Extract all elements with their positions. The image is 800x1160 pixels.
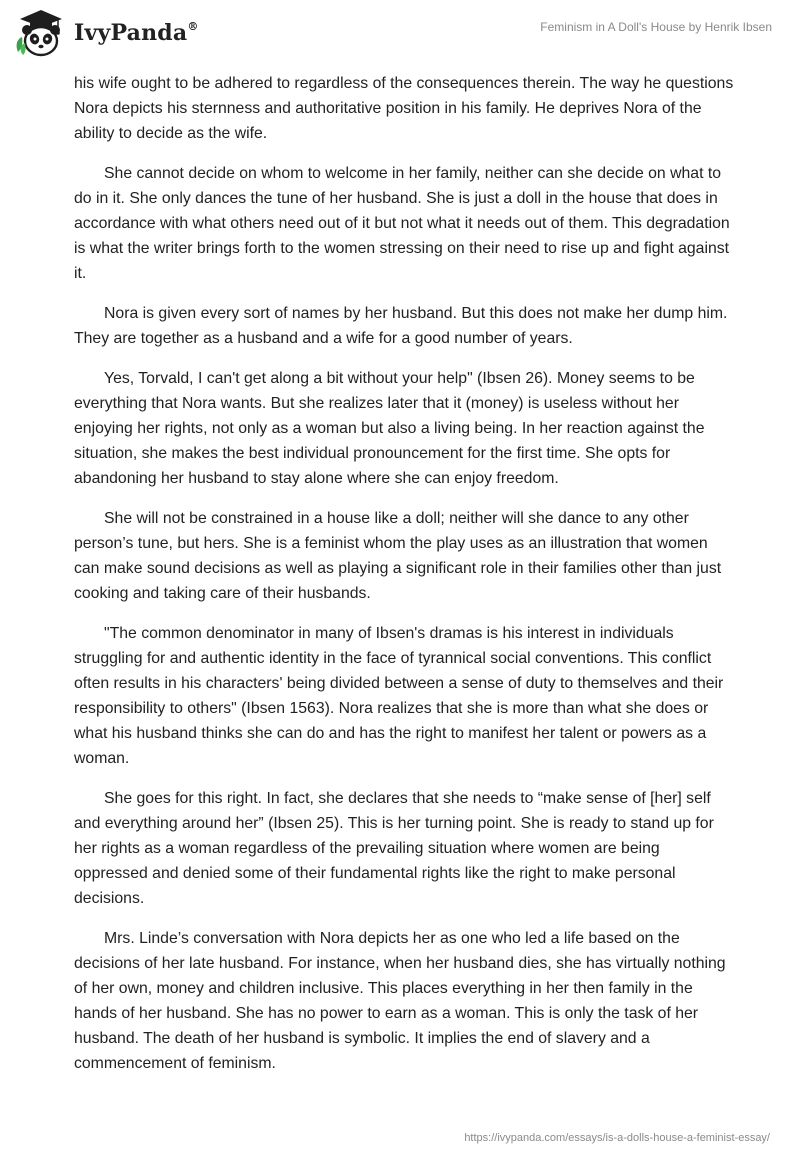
brand-name-text: IvyPanda xyxy=(74,20,188,46)
brand-logo[interactable] xyxy=(14,8,199,58)
paragraph: Mrs. Linde’s conversation with Nora depicts her as one who led a life based on the decisions of her late husband. For instance, when her husband dies, she has virtually nothing of her own, money and children inclusive. This places everything in her then family in the hands of her husband. She has no power to earn as a woman. This is only the task of her husband. The death of her husband is symbolic. It implies the end of slavery and a commencement of feminism. xyxy=(74,930,726,1072)
paragraph: Yes, Torvald, I can't get along a bit without your help" (Ibsen 26). Money seems to be everything that Nora wants. But she realizes later that it (money) is useless without her enjoying her rights, not only as a woman but also a living being. In her reaction against the situation, she makes the best individual pronouncement for the first time. She opts for abandoning her husband to stay alone where she can enjoy freedom. xyxy=(74,370,705,487)
source-url[interactable]: https://ivypanda.com/essays/is-a-dolls-house-a-feminist-essay/ xyxy=(464,1132,770,1144)
paragraph: Nora is given every sort of names by her husband. But this does not make her dump him. They are together as a husband and a wife for a good number of years. xyxy=(74,305,728,347)
panda-logo-icon xyxy=(14,8,68,58)
paragraph: "The common denominator in many of Ibsen's dramas is his interest in individuals struggling for and authentic identity in the face of tyrannical social conventions. This conflict often results in his characters' being divided between a sense of duty to themselves and their responsibility to others" (Ibsen 1563). Nora realizes that she is more than what she does or what his husband thinks she can do and has the right to manifest her talent or powers as a woman. xyxy=(74,625,724,767)
paragraph: She cannot decide on whom to welcome in her family, neither can she decide on what to do in it. She only dances the tune of her husband. She is just a doll in the house that does in accordance with what others need out of it but not what it needs out of them. This degradation is what the writer brings forth to the women stressing on their need to rise up and fight against it. xyxy=(74,165,730,282)
page-header xyxy=(0,0,800,70)
paragraph: his wife ought to be adhered to regardless of the consequences therein. The way he questions Nora depicts his sternness and authoritative position in his family. He deprives Nora of the ability to decide as the wife. xyxy=(74,75,734,142)
paragraph: She goes for this right. In fact, she declares that she needs to “make sense of [her] self and everything around her” (Ibsen 25). This is her turning point. She is ready to stand up for her rights as a woman regardless of the prevailing situation where women are being oppressed and denied some of their fundamental rights like the right to make personal decisions. xyxy=(74,790,714,907)
document-title: Feminism in A Doll's House by Henrik Ibsen xyxy=(540,20,772,34)
brand-name xyxy=(74,20,199,46)
essay-body xyxy=(74,71,734,1091)
registered-mark: ® xyxy=(187,19,199,33)
paragraph: She will not be constrained in a house like a doll; neither will she dance to any other person’s tune, but hers. She is a feminist whom the play uses as an illustration that women can make sound decisions as well as playing a significant role in their families other than just cooking and taking care of their husbands. xyxy=(74,510,722,602)
